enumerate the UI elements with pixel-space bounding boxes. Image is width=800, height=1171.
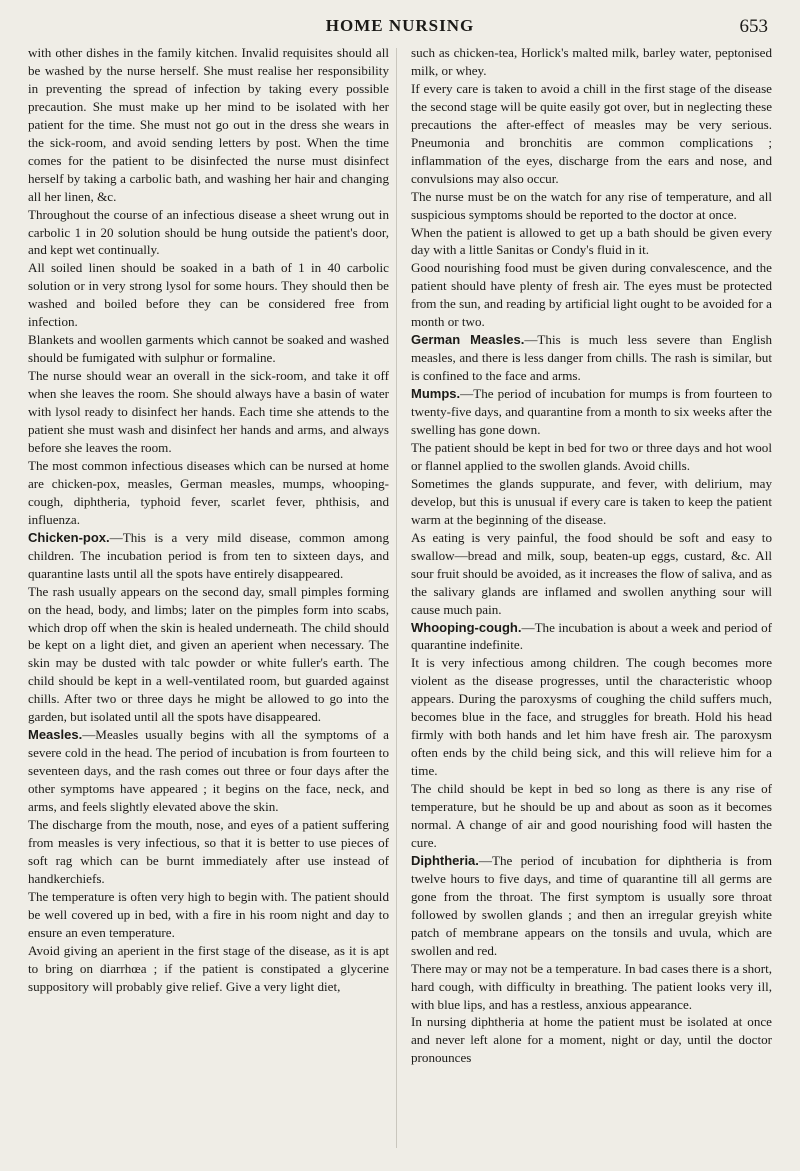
- paragraph: Good nourishing food must be given during convalescence, and the patient should have plenty of fresh air. The eyes must be protected from the sun, and reading by artificial light ought to be avoided for a month or two.: [411, 260, 772, 330]
- paragraph: It is very infectious among children. The cough becomes more violent as the disease progresses, until the characteristic whoop appears. During the paroxysms of coughing the child suffers much, becomes blue in the face, and struggles for breath. Hold his head firmly with both hands and let him have fresh air. The paroxysm often ends by the child being sick, and this will relieve him for a time.: [411, 655, 772, 779]
- section-measles: [28, 726, 389, 816]
- right-column: [411, 44, 772, 1067]
- paragraph: The most common infectious diseases which can be nursed at home are chicken-pox, measles, German measles, mumps, whooping-cough, diphtheria, typhoid fever, scarlet fever, phthisis, and influenza.: [28, 457, 389, 527]
- page-number: 653: [739, 16, 768, 37]
- section-heading: Whooping-cough.: [411, 619, 522, 635]
- section-heading: German Measles.: [411, 332, 525, 348]
- paragraph: If every care is taken to avoid a chill in the first stage of the disease the second stage will be quite easily got over, but in neglecting these precautions the after-effect of measles may be very serious. Pneumonia and bronchitis are common complications ; inflammation of the eyes, discharge from the ears and nose, and convulsions may also occur.: [411, 80, 772, 186]
- paragraph: The nurse must be on the watch for any rise of temperature, and all suspicious symptoms should be reported to the doctor at once.: [411, 188, 772, 222]
- section-text: —This is much less severe than English measles, and there is less danger from chills. The rash is similar, but is confined to the face and arms.: [411, 332, 773, 384]
- page-header: [28, 10, 772, 44]
- paragraph: The temperature is often very high to begin with. The patient should be well covered up in bed, with a fire in his room night and day to ensure an even temperature.: [28, 888, 389, 940]
- paragraph: In nursing diphtheria at home the patient must be isolated at once and never left alone for a moment, night or day, until the doctor pronounces: [411, 1014, 772, 1066]
- section-text: —Measles usually begins with all the symptoms of a severe cold in the head. The period of incubation is from fourteen to seventeen days, and the rash comes out three or four days after the other symptoms have appeared ; it begins on the face, neck, and arms, and feels slightly elevated above the skin.: [28, 727, 389, 815]
- section-text: —The period of incubation for mumps is from fourteen to twenty-five days, and quarantine from a month to six weeks after the swelling has gone down.: [411, 386, 772, 438]
- section-heading: Measles.: [28, 727, 83, 743]
- section-heading: Chicken-pox.: [28, 529, 110, 545]
- paragraph: Throughout the course of an infectious disease a sheet wrung out in carbolic 1 in 20 solution should be hung outside the patient's door, and kept wet continually.: [28, 206, 389, 258]
- paragraph: The nurse should wear an overall in the sick-room, and take it off when she leaves the room. She should always have a basin of water with lysol ready to disinfect her hands. Each time she attends to the patient she must wash and disinfect her hands and arms, and always before she leaves the room.: [28, 368, 389, 455]
- section-diphtheria: [411, 852, 772, 960]
- section-text: —The incubation is about a week and period of quarantine indefinite.: [411, 619, 772, 653]
- left-column: [28, 44, 389, 1067]
- text-columns: [28, 44, 772, 1067]
- paragraph: Blankets and woollen garments which cannot be soaked and washed should be fumigated with sulphur or formaline.: [28, 332, 389, 366]
- paragraph: The patient should be kept in bed for two or three days and hot wool or flannel applied to the swollen glands. Avoid chills.: [411, 439, 772, 473]
- paragraph: such as chicken-tea, Horlick's malted milk, barley water, peptonised milk, or whey.: [411, 45, 772, 78]
- paragraph: with other dishes in the family kitchen. Invalid requisites should all be washed by the nurse herself. She must realise her responsibility in preventing the spread of infection by taking every possible precaution. She must make up her mind to be isolated with her patient for the time. She must not go out in the dress she wears in the sick-room, and avoid sending letters by post. When the time comes for the patient to be disinfected the nurse must disinfect herself by taking a carbolic bath, and washing her hair and changing all her linen, &c.: [28, 45, 389, 204]
- column-divider: [396, 48, 397, 1148]
- section-mumps: [411, 385, 772, 439]
- paragraph: The discharge from the mouth, nose, and eyes of a patient suffering from measles is very infectious, so that it is better to use pieces of soft rag which can be burnt immediately after use instead of handkerchiefs.: [28, 816, 389, 886]
- section-heading: Diphtheria.: [411, 852, 479, 868]
- paragraph: The child should be kept in bed so long as there is any rise of temperature, but he should be up and about as soon as it becomes normal. A change of air and good nourishing food will hasten the cure.: [411, 781, 772, 850]
- paragraph: All soiled linen should be soaked in a bath of 1 in 40 carbolic solution or in very strong lysol for some hours. They should then be washed and boiled before they can be considered free from infection.: [28, 260, 389, 330]
- running-head: HOME NURSING: [325, 16, 475, 35]
- section-text: —This is a very mild disease, common among children. The incubation period is from ten to sixteen days, and quarantine lasts until all the spots have entirely disappeared.: [28, 529, 389, 581]
- section-whooping-cough: [411, 619, 772, 655]
- paragraph: The rash usually appears on the second day, small pimples forming on the head, body, and limbs; later on the pimples form into scabs, which drop off when the skin is healed underneath. The child should be kept on a light diet, and given an aperient when necessary. The skin may be dusted with talc powder or white fuller's earth. The child should be kept in a well-ventilated room, but guarded against chills. After two or three days he might be allowed to go into the garden, but isolated until all the spots have disappeared.: [28, 583, 389, 725]
- section-german-measles: [411, 331, 772, 385]
- paragraph: Sometimes the glands suppurate, and fever, with delirium, may develop, but this is unusual if every care is taken to keep the patient warm at the beginning of the disease.: [411, 475, 772, 527]
- paragraph: When the patient is allowed to get up a bath should be given every day with a little Sanitas or Condy's fluid in it.: [411, 224, 772, 258]
- section-heading: Mumps.: [411, 386, 461, 402]
- paragraph: Avoid giving an aperient in the first stage of the disease, as it is apt to bring on diarrhœa ; if the patient is constipated a glycerine suppository will probably give relief. Give a very light diet,: [28, 942, 389, 994]
- paragraph: There may or may not be a temperature. In bad cases there is a short, hard cough, with difficulty in breathing. The patient looks very ill, with blue lips, and has a restless, anxious appearance.: [411, 960, 772, 1012]
- section-chickenpox: [28, 529, 389, 583]
- paragraph: As eating is very painful, the food should be soft and easy to swallow—bread and milk, soup, beaten-up eggs, custard, &c. All sour fruit should be avoided, as it increases the flow of saliva, and as the salivary glands are inflamed and swollen anything sour will cause much pain.: [411, 529, 772, 617]
- section-text: —The period of incubation for diphtheria is from twelve hours to five days, and time of quarantine till all germs are gone from the throat. The first symptom is usually sore throat followed by swollen glands ; and then an irregular greyish white patch of membrane appears on the tonsils and uvula, which are swollen and red.: [411, 852, 772, 958]
